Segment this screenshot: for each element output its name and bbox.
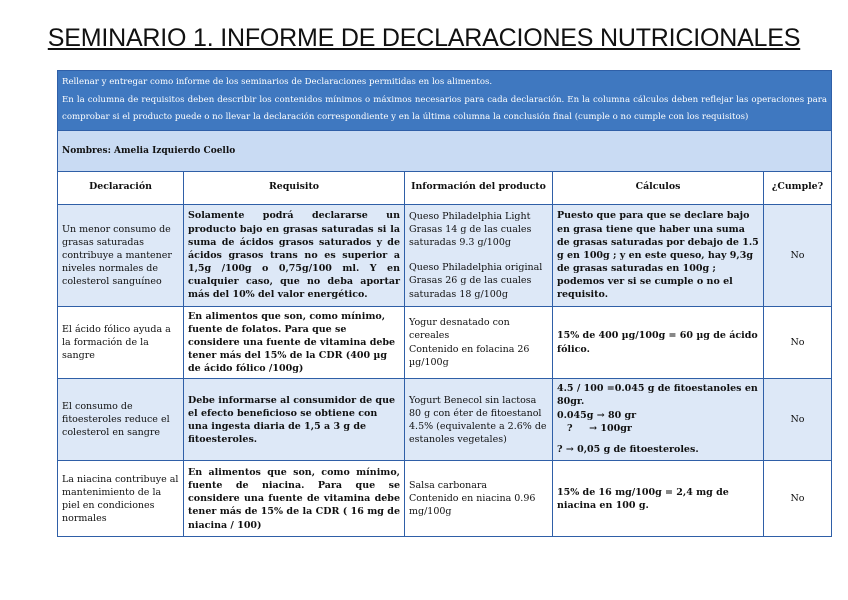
requirement-cell: Solamente podrá declararse un producto bajo en grasas saturadas si la suma de ácidos grasos saturados y de ácidos grasos trans no es superior a 1,5g /100g o 0,75g/100 ml. Y en cualquier caso, que no deba aportar más del 10% del valor energético. — [184, 204, 405, 306]
product-detail: Grasas 14 g de las cuales saturadas 9.3 g/100g — [409, 224, 532, 249]
declaration-cell: La niacina contribuye al mantenimiento de la piel en condiciones normales — [58, 461, 184, 537]
instructions-row — [58, 71, 832, 131]
requirement-cell: En alimentos que son, como mínimo, fuente de folatos. Para que se considere una fuente de vitamina debe tener más del 15% de la CDR (400 µg de ácido fólico /100g) — [184, 306, 405, 379]
header-cumple: ¿Cumple? — [764, 171, 832, 204]
product-info-cell — [405, 461, 553, 537]
product-name: Salsa carbonara — [409, 480, 488, 492]
calculation-cell — [553, 379, 764, 461]
instructions-cell — [58, 71, 832, 131]
product-detail: Contenido en niacina 0.96 mg/100g — [409, 493, 536, 518]
product-info-cell: Yogurt Benecol sin lactosa 80 g con éter de fitoestanol 4.5% (equivalente a 2.6% de estanoles vegetales) — [405, 379, 553, 461]
requirement-cell: Debe informarse al consumidor de que el efecto beneficioso se obtiene con una ingesta diaria de 1,5 a 3 g de fitoesteroles. — [184, 379, 405, 461]
header-declaracion: Declaración — [58, 171, 184, 204]
product-name: Queso Philadelphia original — [409, 262, 543, 274]
calculation-cell: 15% de 400 µg/100g = 60 µg de ácido fólico. — [553, 306, 764, 379]
compliance-cell: No — [764, 204, 832, 306]
table-row — [58, 204, 832, 306]
declaration-cell: Un menor consumo de grasas saturadas contribuye a mantener niveles normales de colesterol sanguíneo — [58, 204, 184, 306]
document-title: SEMINARIO 1. INFORME DE DECLARACIONES NUTRICIONALES — [47, 24, 801, 52]
instructions-line: En la columna de requisitos deben describir los contenidos mínimos o máximos necesarios para cada declaración. En la columna cálculos deben reflejar las operaciones para comprobar si el producto puede o no llevar la declaración correspondiente y en la última columna la conclusión final (cumple o no cumple con los requisitos) — [62, 94, 828, 123]
product-info-cell — [405, 204, 553, 306]
calculation-line: ? → 100gr — [567, 422, 632, 434]
table-row — [58, 461, 832, 537]
compliance-cell: No — [764, 379, 832, 461]
declaration-cell: El consumo de fitoesteroles reduce el colesterol en sangre — [58, 379, 184, 461]
product-detail: Grasas 26 g de las cuales saturadas 18 g/100g — [409, 275, 532, 300]
calculation-cell: Puesto que para que se declare bajo en grasa tiene que haber una suma de grasas saturadas por debajo de 1.5 g en 100g ; y en este queso, hay 9,3g de grasas saturadas en 100g ; podemos ver si se cumple o no el requisito. — [553, 204, 764, 306]
header-calculos: Cálculos — [553, 171, 764, 204]
header-informacion: Información del producto — [405, 171, 553, 204]
declaration-cell: El ácido fólico ayuda a la formación de la sangre — [58, 306, 184, 379]
table-row — [58, 379, 832, 461]
calculation-line: ? → 0,05 g de fitoesteroles. — [557, 443, 699, 455]
instructions-line: Rellenar y entregar como informe de los seminarios de Declaraciones permitidas en los alimentos. — [62, 77, 493, 87]
compliance-cell: No — [764, 461, 832, 537]
compliance-cell: No — [764, 306, 832, 379]
product-detail: Contenido en folacina 26 µg/100g — [409, 343, 530, 368]
table-row — [58, 306, 832, 379]
header-row — [58, 171, 832, 204]
calculation-line: 0.045g → 80 gr — [557, 409, 637, 421]
product-name: Yogur desnatado con cereales — [409, 317, 510, 342]
product-info-cell — [405, 306, 553, 379]
names-row — [58, 130, 832, 171]
calculation-cell: 15% de 16 mg/100g = 2,4 mg de niacina en 100 g. — [553, 461, 764, 537]
student-names: Nombres: Amelia Izquierdo Coello — [58, 130, 832, 171]
header-requisito: Requisito — [184, 171, 405, 204]
calculation-line: 4.5 / 100 =0.045 g de fitoestanoles en 80gr. — [557, 383, 758, 408]
declarations-table — [57, 70, 832, 537]
requirement-cell: En alimentos que son, como mínimo, fuente de niacina. Para que se considere una fuente de vitamina debe tener más de 15% de la CDR ( 16 mg de niacina / 100) — [184, 461, 405, 537]
product-name: Queso Philadelphia Light — [409, 211, 531, 222]
